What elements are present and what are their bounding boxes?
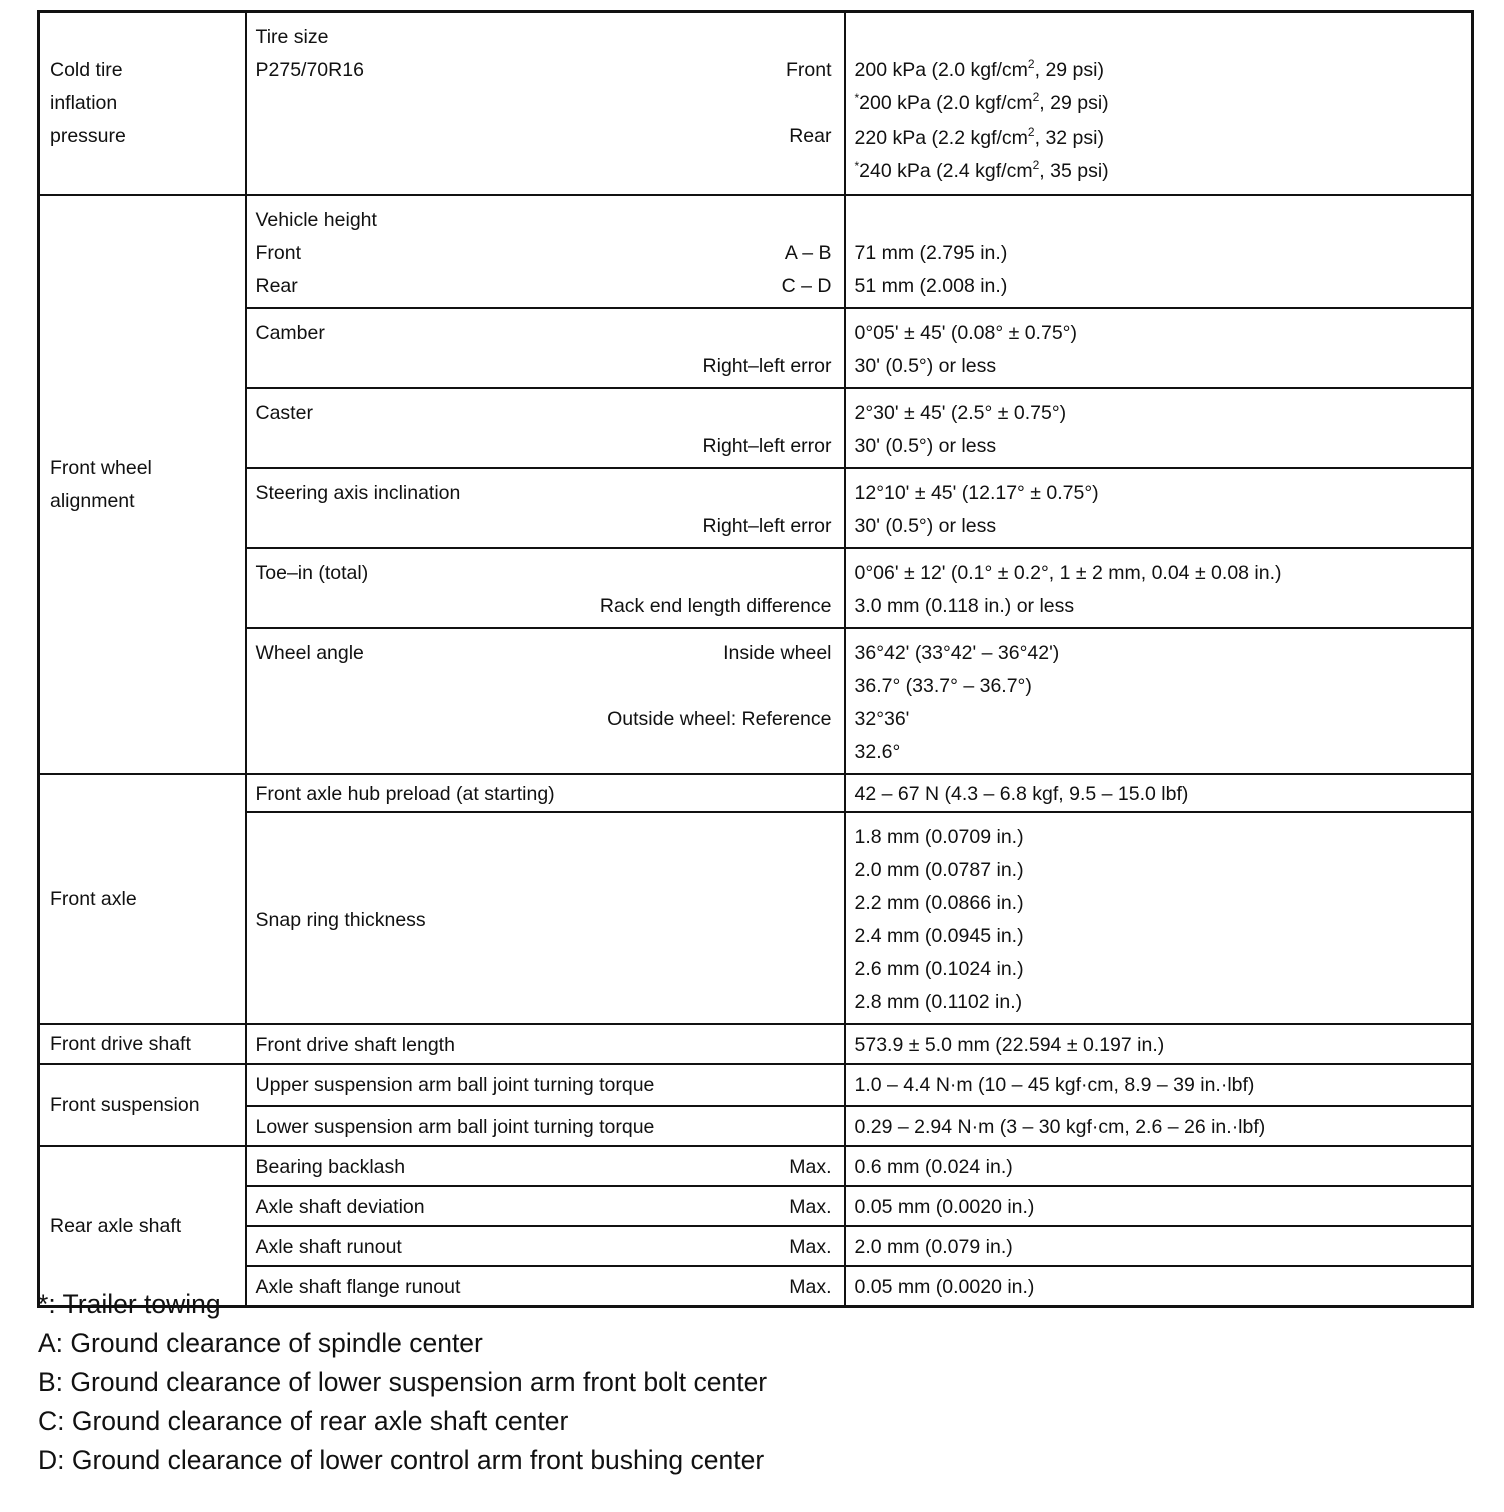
item-label: Snap ring thickness [255, 908, 426, 931]
spacer [855, 21, 1462, 54]
rear-tow-pressure-tail: , 35 psi) [1039, 160, 1109, 182]
category-cell [39, 195, 246, 774]
category-label: Front suspension [50, 1093, 200, 1116]
caster-error-value: 30' (0.5°) or less [854, 435, 997, 457]
outside-row [256, 703, 832, 736]
spacer [855, 204, 1462, 237]
table-row [39, 628, 1473, 774]
category-cell [39, 1064, 246, 1146]
front-tow-pressure-tail: , 29 psi) [1039, 92, 1109, 114]
superscript: 2 [1032, 89, 1040, 104]
category-label: Front axle [50, 887, 137, 910]
value-cell [845, 548, 1473, 628]
item-label: Axle shaft deviation [255, 1196, 425, 1218]
camber-error-value: 30' (0.5°) or less [854, 355, 997, 377]
deviation-value: 0.05 mm (0.0020 in.) [854, 1196, 1035, 1218]
item-cell [246, 548, 845, 628]
lower-torque-value: 0.29 – 2.94 N·m (3 – 30 kgf·cm, 2.6 – 26 in.·lbf) [854, 1116, 1266, 1138]
tow-mark: * [854, 91, 860, 105]
item-cell [246, 308, 845, 388]
item-label: Front drive shaft length [255, 1034, 455, 1056]
category-cell [39, 1146, 246, 1307]
rear-row [256, 120, 832, 153]
item-label: Bearing backlash [255, 1156, 406, 1178]
item-cell [246, 468, 845, 548]
table-row [39, 195, 1473, 308]
table-row [39, 388, 1473, 468]
item-label: Toe–in (total) [255, 562, 369, 584]
footnote: B: Ground clearance of lower suspension arm front bolt center [38, 1367, 768, 1397]
error-row [256, 350, 832, 383]
error-label: Right–left error [702, 355, 832, 377]
tire-size-row [256, 54, 832, 87]
max-qualifier: Max. [789, 1276, 832, 1298]
item-label: Tire size [255, 26, 329, 48]
table-row [39, 308, 1473, 388]
category-label: Rear axle shaft [50, 1214, 182, 1237]
value-cell [845, 812, 1473, 1024]
table-row [39, 1064, 1473, 1106]
front-label: Front [785, 59, 832, 81]
value-cell [845, 1266, 1473, 1307]
spacer [256, 87, 832, 120]
item-label: Lower suspension arm ball joint turning torque [255, 1116, 655, 1138]
rear-label: Rear [255, 275, 298, 297]
table-row [39, 12, 1473, 196]
value-cell [845, 1106, 1473, 1146]
inside-label: Inside wheel [723, 642, 832, 664]
front-height-value: 71 mm (2.795 in.) [854, 242, 1008, 264]
front-height-row [256, 237, 832, 270]
error-label: Right–left error [702, 515, 832, 537]
item-cell [246, 812, 845, 1024]
camber-value: 0°05' ± 45' (0.08° ± 0.75°) [854, 322, 1077, 344]
footnotes [38, 1285, 767, 1480]
item-cell [246, 1024, 845, 1064]
footnote: C: Ground clearance of rear axle shaft center [38, 1406, 569, 1436]
spacer [256, 670, 832, 703]
item-cell [246, 1106, 845, 1146]
table-row [39, 1146, 1473, 1186]
error-row [256, 510, 832, 543]
item-label: Caster [255, 402, 313, 424]
item-label: Axle shaft runout [255, 1236, 402, 1258]
tire-size-value: P275/70R16 [255, 59, 364, 81]
category-label: Front wheel alignment [50, 456, 152, 512]
error-label: Right–left error [702, 435, 832, 457]
value-cell [845, 774, 1473, 812]
item-label: Steering axis inclination [255, 482, 461, 504]
rear-tow-pressure-value: 240 kPa (2.4 kgf/cm [859, 160, 1033, 182]
category-label: Cold tire inflation pressure [50, 59, 126, 147]
value-cell [845, 12, 1473, 196]
item-cell [246, 388, 845, 468]
item-label: Camber [255, 322, 325, 344]
rear-height-row [256, 270, 832, 303]
value-line [855, 87, 1462, 122]
outside-angle-decimal: 32.6° [854, 741, 901, 763]
category-cell [39, 774, 246, 1024]
item-label: Front axle hub preload (at starting) [255, 783, 555, 805]
error-row [256, 430, 832, 463]
value-cell [845, 1146, 1473, 1186]
rear-pressure-value: 220 kPa (2.2 kgf/cm [854, 127, 1028, 149]
table-row [39, 1186, 1473, 1226]
superscript: 2 [1027, 56, 1035, 71]
item-cell [246, 628, 845, 774]
spacer [256, 736, 832, 769]
value-cell [845, 1226, 1473, 1266]
outside-label: Outside wheel: Reference [607, 708, 832, 730]
max-qualifier: Max. [789, 1156, 832, 1178]
snap-ring-value: 1.8 mm (0.0709 in.) [854, 826, 1024, 848]
item-cell [246, 1146, 845, 1186]
value-cell [845, 195, 1473, 308]
specification-table [37, 10, 1474, 1308]
runout-value: 2.0 mm (0.079 in.) [854, 1236, 1013, 1258]
footnote: *: Trailer towing [38, 1289, 221, 1319]
value-cell [845, 388, 1473, 468]
value-line [855, 122, 1462, 155]
value-cell [845, 1186, 1473, 1226]
table-row [39, 1106, 1473, 1146]
rack-row [256, 590, 832, 623]
item-cell [246, 195, 845, 308]
drive-shaft-length-value: 573.9 ± 5.0 mm (22.594 ± 0.197 in.) [854, 1034, 1165, 1056]
item-cell [246, 774, 845, 812]
max-qualifier: Max. [789, 1196, 832, 1218]
rear-label: Rear [789, 125, 832, 147]
item-cell [246, 12, 845, 196]
inside-angle-value: 36°42' (33°42' – 36°42') [854, 642, 1060, 664]
category-label: Front drive shaft [50, 1032, 191, 1055]
front-pressure-tail: , 29 psi) [1034, 59, 1104, 81]
value-line [855, 155, 1462, 190]
inside-angle-decimal: 36.7° (33.7° – 36.7°) [854, 675, 1032, 697]
item-row [256, 1231, 832, 1264]
snap-ring-value: 2.4 mm (0.0945 in.) [854, 925, 1024, 947]
front-tow-pressure-value: 200 kPa (2.0 kgf/cm [859, 92, 1033, 114]
item-label: Wheel angle [255, 642, 364, 664]
value-cell [845, 628, 1473, 774]
item-label: Axle shaft flange runout [255, 1276, 461, 1298]
table-row [39, 774, 1473, 812]
tow-mark: * [854, 159, 860, 173]
outside-angle-value: 32°36' [854, 708, 910, 730]
value-line [855, 54, 1462, 87]
rack-value: 3.0 mm (0.118 in.) or less [854, 595, 1075, 617]
footnote: D: Ground clearance of lower control arm front bushing center [38, 1445, 765, 1475]
snap-ring-value: 2.2 mm (0.0866 in.) [854, 892, 1024, 914]
snap-ring-value: 2.0 mm (0.0787 in.) [854, 859, 1024, 881]
table-row [39, 548, 1473, 628]
front-pressure-value: 200 kPa (2.0 kgf/cm [854, 59, 1028, 81]
superscript: 2 [1032, 157, 1040, 172]
value-cell [845, 1024, 1473, 1064]
item-cell [246, 1064, 845, 1106]
footnote: A: Ground clearance of spindle center [38, 1328, 483, 1358]
inside-row [256, 637, 832, 670]
value-cell [845, 468, 1473, 548]
snap-ring-value: 2.8 mm (0.1102 in.) [854, 991, 1023, 1013]
rear-height-value: 51 mm (2.008 in.) [854, 275, 1008, 297]
item-cell [246, 1186, 845, 1226]
category-cell [39, 12, 246, 196]
front-label: Front [255, 242, 302, 264]
rear-pressure-tail: , 32 psi) [1034, 127, 1104, 149]
table-row [39, 468, 1473, 548]
backlash-value: 0.6 mm (0.024 in.) [854, 1156, 1013, 1178]
front-ref: A – B [784, 242, 832, 264]
table-row [39, 812, 1473, 1024]
max-qualifier: Max. [789, 1236, 832, 1258]
upper-torque-value: 1.0 – 4.4 N·m (10 – 45 kgf·cm, 8.9 – 39 in.·lbf) [854, 1074, 1255, 1096]
item-label: Vehicle height [255, 209, 377, 231]
item-label: Upper suspension arm ball joint turning torque [255, 1074, 655, 1096]
caster-value: 2°30' ± 45' (2.5° ± 0.75°) [854, 402, 1067, 424]
table-row [39, 1226, 1473, 1266]
flange-runout-value: 0.05 mm (0.0020 in.) [854, 1276, 1035, 1298]
snap-ring-value: 2.6 mm (0.1024 in.) [854, 958, 1024, 980]
rack-label: Rack end length difference [599, 595, 832, 617]
item-row [256, 1191, 832, 1224]
item-row [256, 1151, 832, 1184]
toe-in-value: 0°06' ± 12' (0.1° ± 0.2°, 1 ± 2 mm, 0.04 ± 0.08 in.) [854, 562, 1282, 584]
steering-axis-value: 12°10' ± 45' (12.17° ± 0.75°) [854, 482, 1099, 504]
superscript: 2 [1027, 124, 1035, 139]
spacer [256, 153, 832, 186]
value-cell [845, 1064, 1473, 1106]
steering-axis-error-value: 30' (0.5°) or less [854, 515, 997, 537]
table-row [39, 1024, 1473, 1064]
hub-preload-value: 42 – 67 N (4.3 – 6.8 kgf, 9.5 – 15.0 lbf) [854, 783, 1189, 805]
value-cell [845, 308, 1473, 388]
category-cell [39, 1024, 246, 1064]
rear-ref: C – D [781, 275, 832, 297]
item-cell [246, 1226, 845, 1266]
